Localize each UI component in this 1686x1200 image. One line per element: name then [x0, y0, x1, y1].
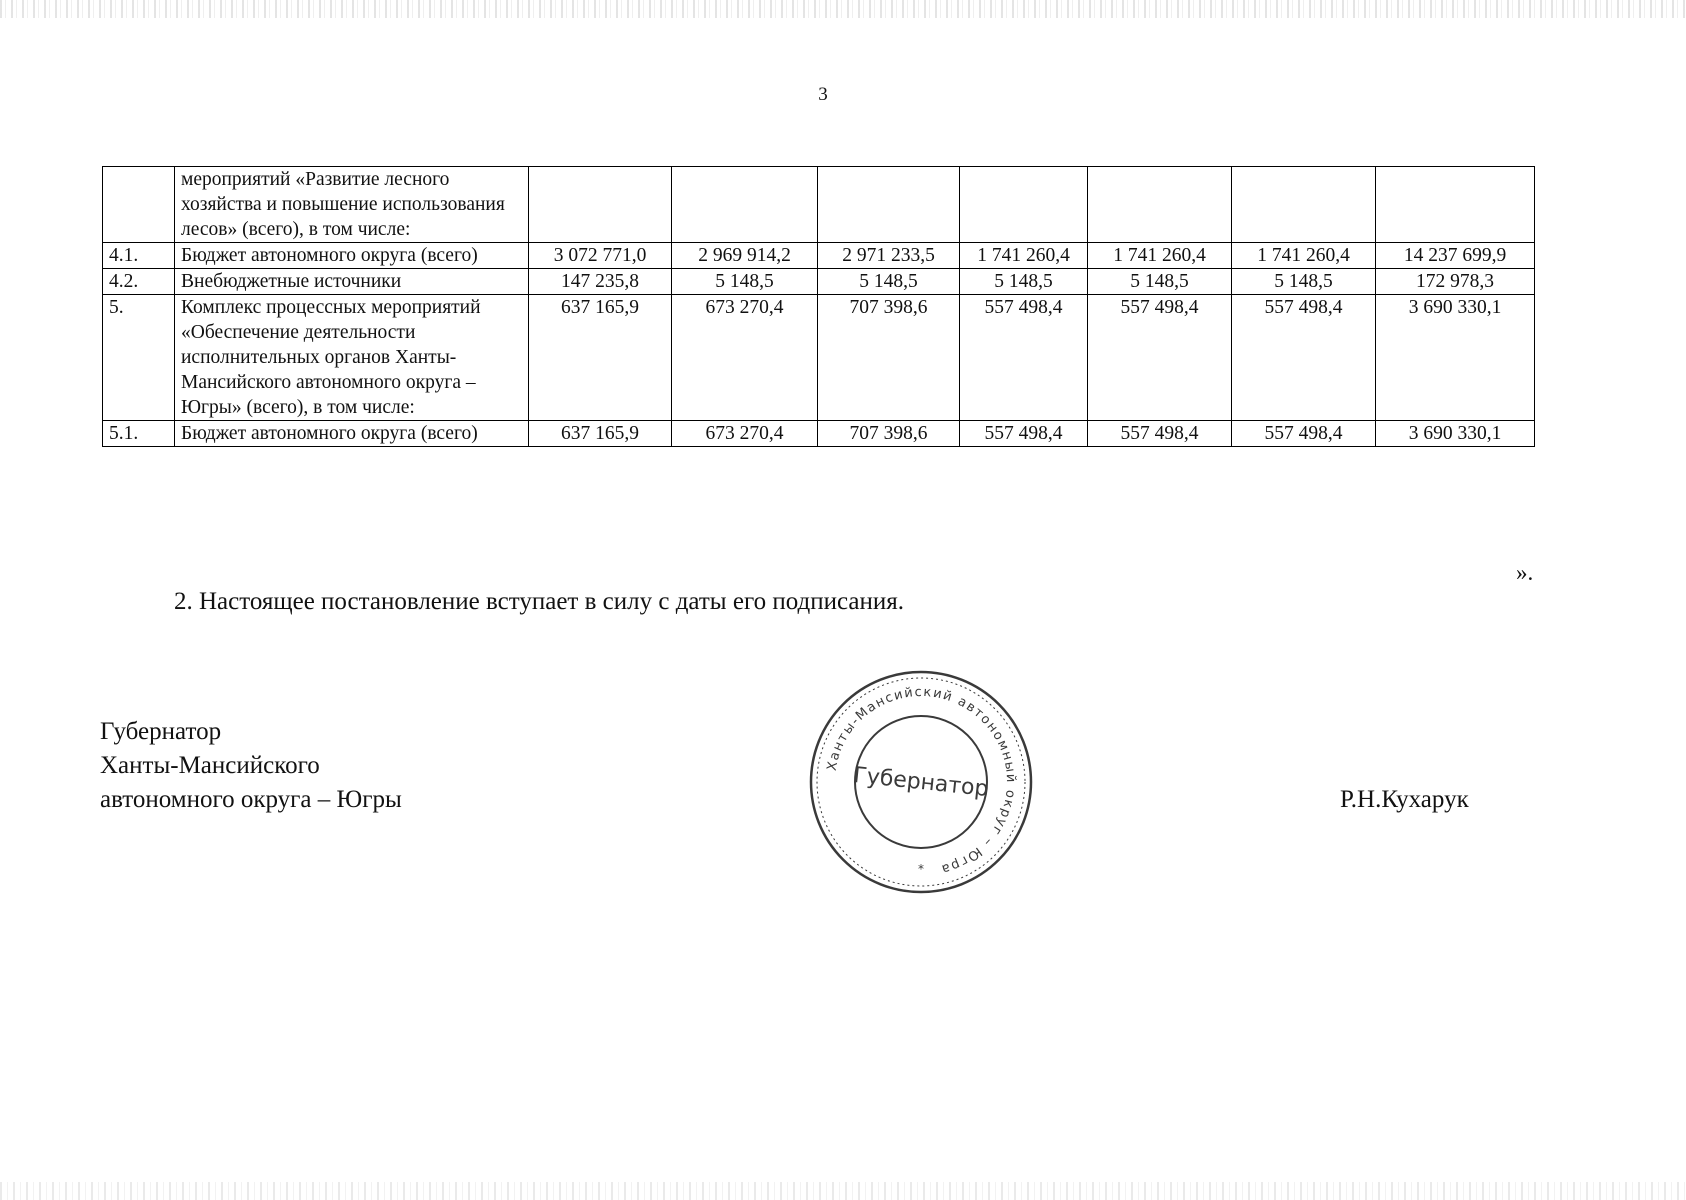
official-seal [806, 667, 1036, 897]
value-cell: 14 237 699,9 [1376, 243, 1535, 269]
table-row [103, 269, 1535, 295]
signer-name: Р.Н.Кухарук [1340, 786, 1469, 813]
value-cell: 557 498,4 [1232, 295, 1376, 421]
scan-artifact-bottom [0, 1182, 1686, 1200]
row-index-cell: 5. [103, 295, 175, 421]
value-cell: 637 165,9 [529, 295, 672, 421]
value-cell [1088, 167, 1232, 243]
row-name-cell: Бюджет автономного округа (всего) [175, 421, 529, 447]
value-cell: 5 148,5 [1088, 269, 1232, 295]
table-row [103, 243, 1535, 269]
value-cell [1232, 167, 1376, 243]
value-cell: 2 969 914,2 [672, 243, 818, 269]
row-name-cell: Бюджет автономного округа (всего) [175, 243, 529, 269]
page-number: 3 [818, 84, 828, 105]
seal-star-icon: * [918, 862, 924, 876]
row-name-cell: Внебюджетные источники [175, 269, 529, 295]
scan-artifact-top [0, 0, 1686, 18]
value-cell: 1 741 260,4 [1088, 243, 1232, 269]
value-cell: 5 148,5 [1232, 269, 1376, 295]
value-cell: 5 148,5 [818, 269, 960, 295]
signatory-title-line: Губернатор [100, 718, 222, 745]
seal-graphic [806, 667, 1036, 897]
value-cell: 557 498,4 [1088, 295, 1232, 421]
value-cell [672, 167, 818, 243]
value-cell: 3 072 771,0 [529, 243, 672, 269]
value-cell: 557 498,4 [1232, 421, 1376, 447]
value-cell: 147 235,8 [529, 269, 672, 295]
table-row [103, 167, 1535, 243]
budget-table [102, 166, 1535, 447]
value-cell: 707 398,6 [818, 421, 960, 447]
signatory-title [100, 715, 402, 817]
value-cell [529, 167, 672, 243]
closing-quote: ». [1516, 560, 1534, 585]
row-index-cell [103, 167, 175, 243]
row-name-cell: мероприятий «Развитие лесного хозяйства и повышение использования лесов» (всего), в том числе: [175, 167, 529, 243]
value-cell: 673 270,4 [672, 295, 818, 421]
value-cell: 5 148,5 [672, 269, 818, 295]
value-cell: 1 741 260,4 [960, 243, 1088, 269]
value-cell: 172 978,3 [1376, 269, 1535, 295]
table-row [103, 421, 1535, 447]
seal-center-text: Губернатор [852, 762, 990, 803]
value-cell: 673 270,4 [672, 421, 818, 447]
value-cell [818, 167, 960, 243]
signatory-title-line: автономного округа – Югры [100, 786, 402, 813]
value-cell: 3 690 330,1 [1376, 421, 1535, 447]
value-cell: 3 690 330,1 [1376, 295, 1535, 421]
value-cell: 557 498,4 [960, 295, 1088, 421]
table-body [103, 167, 1535, 447]
value-cell: 2 971 233,5 [818, 243, 960, 269]
table-row [103, 295, 1535, 421]
value-cell: 637 165,9 [529, 421, 672, 447]
value-cell: 707 398,6 [818, 295, 960, 421]
value-cell: 557 498,4 [960, 421, 1088, 447]
row-name-cell: Комплекс процессных мероприятий «Обеспечение деятельности исполнительных органов Ханты-Мансийского автономного округа – Югры» (всего), в том числе: [175, 295, 529, 421]
value-cell: 557 498,4 [1088, 421, 1232, 447]
row-index-cell: 5.1. [103, 421, 175, 447]
value-cell: 1 741 260,4 [1232, 243, 1376, 269]
value-cell [960, 167, 1088, 243]
row-index-cell: 4.1. [103, 243, 175, 269]
signatory-title-line: Ханты-Мансийского [100, 752, 320, 779]
value-cell: 5 148,5 [960, 269, 1088, 295]
seal-ring-text: Ханты-Мансийский автономный округ – Югра [824, 684, 1019, 877]
row-index-cell: 4.2. [103, 269, 175, 295]
value-cell [1376, 167, 1535, 243]
clause-text: 2. Настоящее постановление вступает в силу с даты его подписания. [174, 588, 904, 615]
